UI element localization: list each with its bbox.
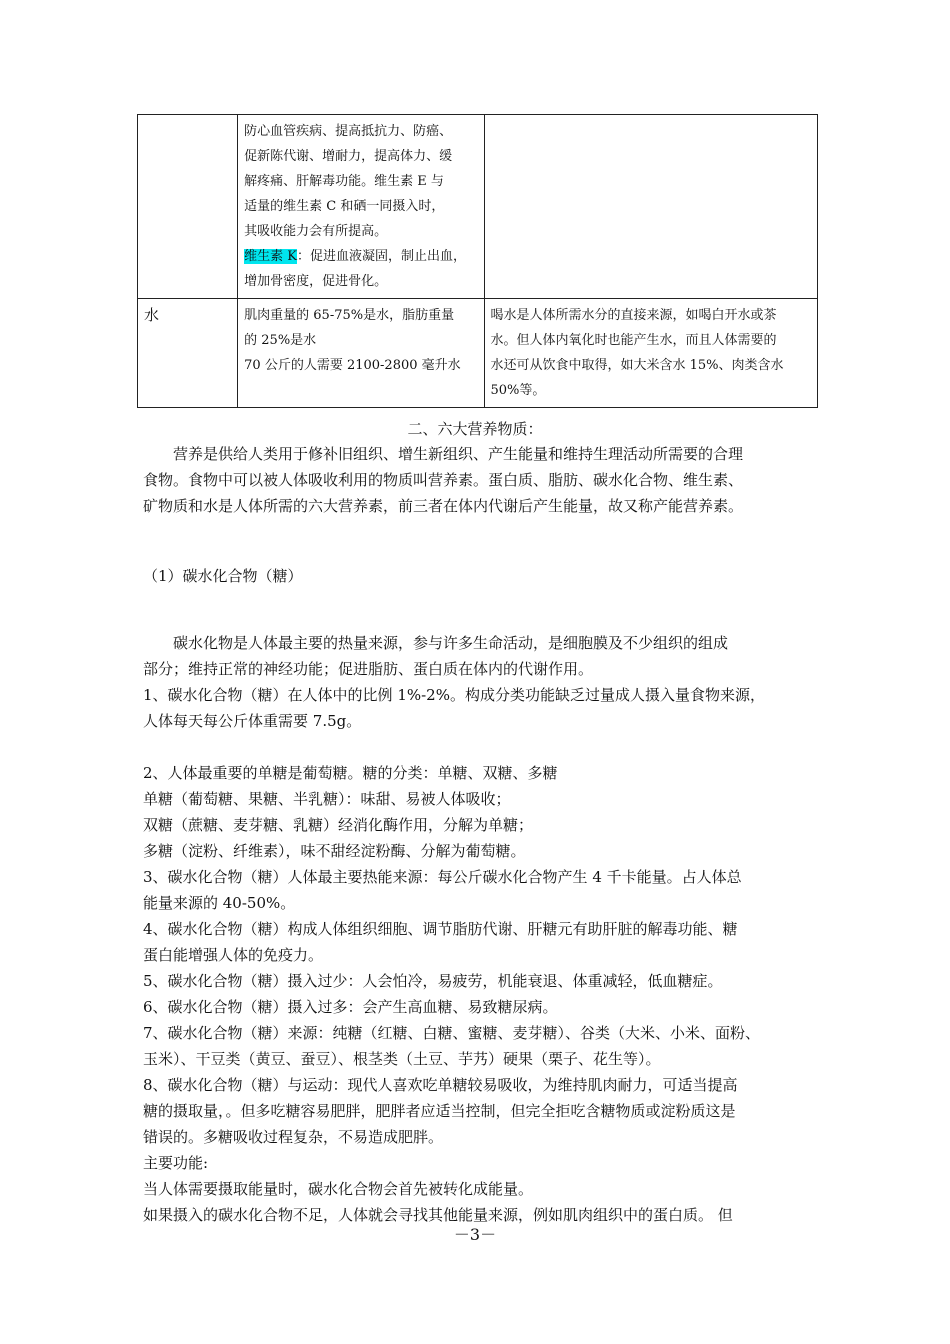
paragraph-line: 5、碳水化合物（糖）摄入过少：人会怕冷，易疲劳，机能衰退、体重减轻，低血糖症。: [143, 972, 723, 990]
paragraph-line: 7、碳水化合物（糖）来源：纯糖（红糖、白糖、蜜糖、麦芽糖）、谷类（大米、小米、面粉、: [143, 1024, 761, 1042]
table-cell-nutrient: [138, 115, 238, 299]
table-row: [138, 299, 818, 408]
table-cell-function: [238, 299, 484, 408]
cell-text-line: 的 25%是水: [244, 333, 317, 348]
paragraph-line: 能量来源的 40-50%。: [143, 894, 296, 912]
paragraph-line: 多糖（淀粉、纤维素），味不甜经淀粉酶、分解为葡萄糖。: [143, 842, 526, 860]
paragraph-line: 食物。食物中可以被人体吸收利用的物质叫营养素。蛋白质、脂肪、碳水化合物、维生素、: [143, 471, 744, 489]
paragraph-line: 蛋白能增强人体的免疫力。: [143, 946, 324, 964]
cell-text-line: 水还可从饮食中取得，如大米含水 15%、肉类含水: [490, 358, 784, 373]
paragraph-line: 糖的摄取量，。但多吃糖容易肥胖，肥胖者应适当控制，但完全拒吃含糖物质或淀粉质这是: [143, 1102, 736, 1120]
table-cell-function: [238, 115, 484, 299]
paragraph-line: 6、碳水化合物（糖）摄入过多：会产生高血糖、易致糖尿病。: [143, 998, 558, 1016]
paragraph-line: 错误的。多糖吸收过程复杂，不易造成肥胖。: [143, 1128, 444, 1146]
paragraph-line: [143, 734, 813, 760]
table-cell-nutrient: 水: [138, 299, 238, 408]
section-heading: 二、六大营养物质：: [407, 420, 543, 438]
cell-text-line: 其吸收能力会有所提高。: [244, 224, 388, 239]
paragraph-line: 玉米）、干豆类（黄豆、蚕豆）、根茎类（土豆、芋艿）硬果（栗子、花生等）。: [143, 1050, 661, 1068]
paragraph-line: 2、人体最重要的单糖是葡萄糖。糖的分类：单糖、双糖、多糖: [143, 764, 558, 782]
paragraph-line: 3、碳水化合物（糖）人体最主要热能来源：每公斤碳水化合物产生 4 千卡能量。占人体总: [143, 868, 742, 886]
page-number: －3－: [453, 1225, 497, 1244]
paragraph-line: 4、碳水化合物（糖）构成人体组织细胞、调节脂肪代谢、肝糖元有助肝脏的解毒功能、糖: [143, 920, 738, 938]
paragraph-line: 人体每天每公斤体重需要 7.5g。: [143, 712, 362, 730]
cell-text-line: 喝水是人体所需水分的直接来源，如喝白开水或茶: [490, 308, 777, 323]
table-row: [138, 115, 818, 299]
intro-paragraph: [143, 441, 813, 519]
cell-text-line: 水。但人体内氧化时也能产生水，而且人体需要的: [490, 333, 777, 348]
body-text: [143, 630, 813, 1228]
cell-text-line: 解疼痛、肝解毒功能。维生素 E 与: [244, 174, 444, 189]
paragraph-line: 矿物质和水是人体所需的六大营养素，前三者在体内代谢后产生能量，故又称产能营养素。: [143, 497, 744, 515]
subsection-heading: （1）碳水化合物（糖）: [143, 567, 303, 585]
vitamin-k-highlight: 维生素 K: [244, 249, 297, 264]
cell-text-line: 促新陈代谢、增耐力，提高体力、缓: [244, 149, 453, 164]
paragraph-line: 双糖（蔗糖、麦芽糖、乳糖）经消化酶作用，分解为单糖；: [143, 816, 534, 834]
paragraph-line: 主要功能:: [143, 1154, 209, 1172]
paragraph-line: 部分；维持正常的神经功能；促进脂肪、蛋白质在体内的代谢作用。: [143, 660, 594, 678]
cell-text-line: 适量的维生素 C 和硒一同摄入时，: [244, 199, 445, 214]
paragraph-line: 营养是供给人类用于修补旧组织、增生新组织、产生能量和维持生理活动所需要的合理: [143, 445, 744, 463]
vitamin-k-text: ：促进血液凝固，制止出血，: [297, 249, 467, 264]
table-cell-source: [484, 115, 818, 299]
cell-text-line: 70 公斤的人需要 2100-2800 毫升水: [244, 358, 461, 373]
paragraph-line: 当人体需要摄取能量时，碳水化合物会首先被转化成能量。: [143, 1180, 534, 1198]
paragraph-line: 如果摄入的碳水化合物不足，人体就会寻找其他能量来源，例如肌肉组织中的蛋白质。 但: [143, 1206, 733, 1224]
table-cell-source: [484, 299, 818, 408]
nutrition-table: [137, 114, 818, 408]
paragraph-line: 1、碳水化合物（糖）在人体中的比例 1%-2%。构成分类功能缺乏过量成人摄入量食物来源，: [143, 686, 765, 704]
paragraph-line: 8、碳水化合物（糖）与运动：现代人喜欢吃单糖较易吸收，为维持肌肉耐力，可适当提高: [143, 1076, 738, 1094]
cell-text-line: 50%等。: [490, 383, 546, 398]
cell-text-line: [244, 244, 477, 269]
cell-text-line: 增加骨密度，促进骨化。: [244, 274, 388, 289]
paragraph-line: 单糖（葡萄糖、果糖、半乳糖）：味甜、易被人体吸收；: [143, 790, 511, 808]
paragraph-line: 碳水化物是人体最主要的热量来源，参与许多生命活动，是细胞膜及不少组织的组成: [143, 634, 729, 652]
cell-text-line: 防心血管疾病、提高抵抗力、防癌、: [244, 124, 453, 139]
cell-text-line: 肌肉重量的 65-75%是水，脂肪重量: [244, 308, 455, 323]
